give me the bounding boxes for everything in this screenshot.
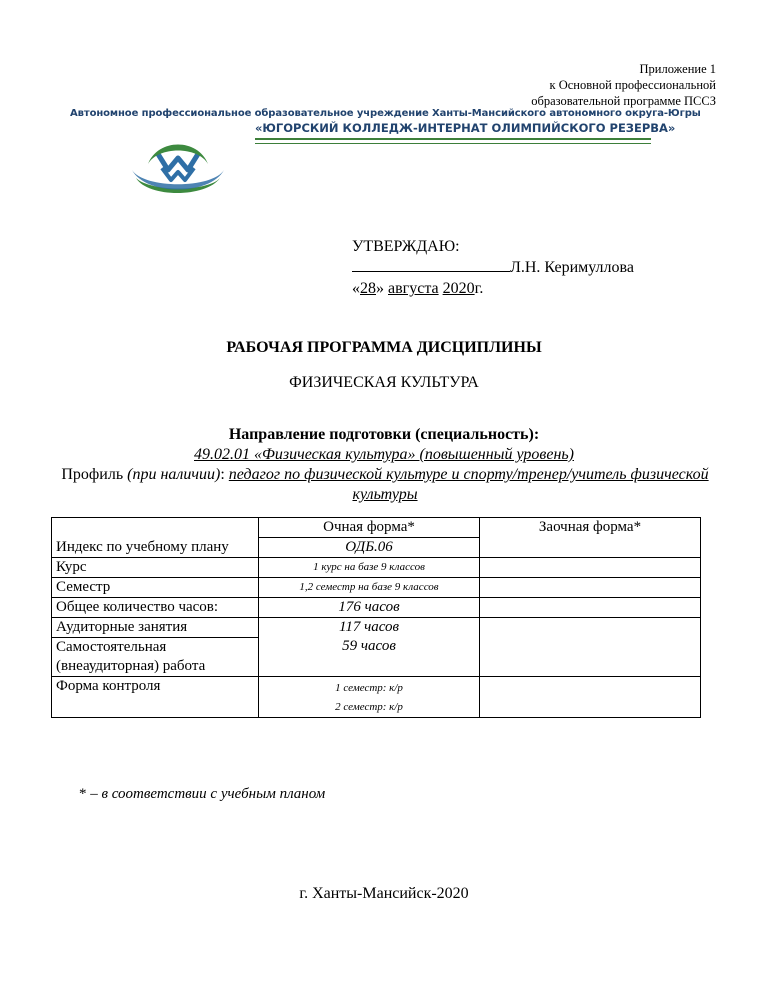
row-full-value: ОДБ.06 [259,538,480,558]
direction-heading: Направление подготовки (специальность): [228,426,540,443]
header-rule-thin [255,143,651,144]
table-row [52,677,701,718]
profile-value: педагог по физической культуре и спорту/тренер/учитель физической культуры [228,466,709,503]
header-rule-thick [255,138,651,140]
study-plan-table [51,517,701,718]
date-year-suffix: г. [474,280,484,297]
table-header-full-time: Очная форма* [259,518,480,538]
college-emblem-logo [128,134,228,200]
profile-label: Профиль [61,466,128,483]
signature-blank [352,257,510,272]
direction-value-text: 49.02.01 «Физическая культура» (повышенный уровень) [194,446,574,463]
row-part-value [480,538,701,558]
appendix-line-3: образовательной программе ПССЗ [531,94,716,108]
table-header-row [52,518,701,538]
row-label: Общее количество часов: [52,598,259,618]
document-title: РАБОЧАЯ ПРОГРАММА ДИСЦИПЛИНЫ [226,339,542,356]
appendix-line-1: Приложение 1 [639,62,716,76]
org-name-line: Автономное профессиональное образовательное учреждение Ханты-Мансийского автономного округа-Югры [70,108,701,119]
appendix-note [531,61,716,109]
row-part-value [480,558,701,578]
row-label: Индекс по учебному плану [52,538,259,558]
row-full-value-control [259,677,480,718]
row-full-value: 176 часов [259,598,480,618]
row-part-value [480,618,701,677]
row-full-value: 117 часов [338,619,400,635]
row-part-value [480,677,701,718]
row-label: Курс [52,558,259,578]
approval-date [352,278,634,299]
college-name: «ЮГОРСКИЙ КОЛЛЕДЖ-ИНТЕРНАТ ОЛИМПИЙСКОГО РЕЗЕРВА» [255,121,676,135]
approval-block [352,236,634,299]
row-label: Самостоятельная (внеаудиторная) работа [52,638,259,677]
row-full-value: 1 курс на базе 9 классов [259,558,480,578]
footnote-text: в соответствии с учебным планом [101,786,326,802]
table-row [52,598,701,618]
row-full-value: 59 часов [342,638,396,654]
table-row [52,538,701,558]
row-full-value: 1,2 семестр на базе 9 классов [259,578,480,598]
row-part-value [480,598,701,618]
row-label: Семестр [52,578,259,598]
table-row [52,578,701,598]
footnote-star: * – [79,786,102,802]
control-semester-2: 2 семестр: к/р [335,701,403,713]
profile-note: (при наличии) [127,466,221,483]
control-semester-1: 1 семестр: к/р [335,682,403,694]
date-day: 28 [360,280,376,297]
profile-line [40,465,730,505]
table-header-part-time: Заочная форма* [480,518,701,538]
direction-value [0,446,768,464]
table-header-empty [52,518,259,538]
signature-line [352,257,634,278]
row-label: Аудиторные занятия [52,618,259,638]
footnote [79,786,325,803]
table-row [52,558,701,578]
date-quote-close: » [376,280,388,297]
discipline-name: ФИЗИЧЕСКАЯ КУЛЬТУРА [289,374,479,391]
row-part-value [480,578,701,598]
date-quote-open: « [352,280,360,297]
city-year: г. Ханты-Мансийск-2020 [299,885,469,902]
profile-colon: : [220,466,229,483]
date-year: 2020 [442,280,475,297]
signer-name: Л.Н. Керимуллова [510,259,634,276]
date-month: августа [388,280,439,297]
approval-heading: УТВЕРЖДАЮ: [352,238,460,255]
row-full-value-merged [259,618,480,677]
table-row [52,618,701,638]
row-label: Форма контроля [52,677,259,718]
appendix-line-2: к Основной профессиональной [549,78,716,92]
